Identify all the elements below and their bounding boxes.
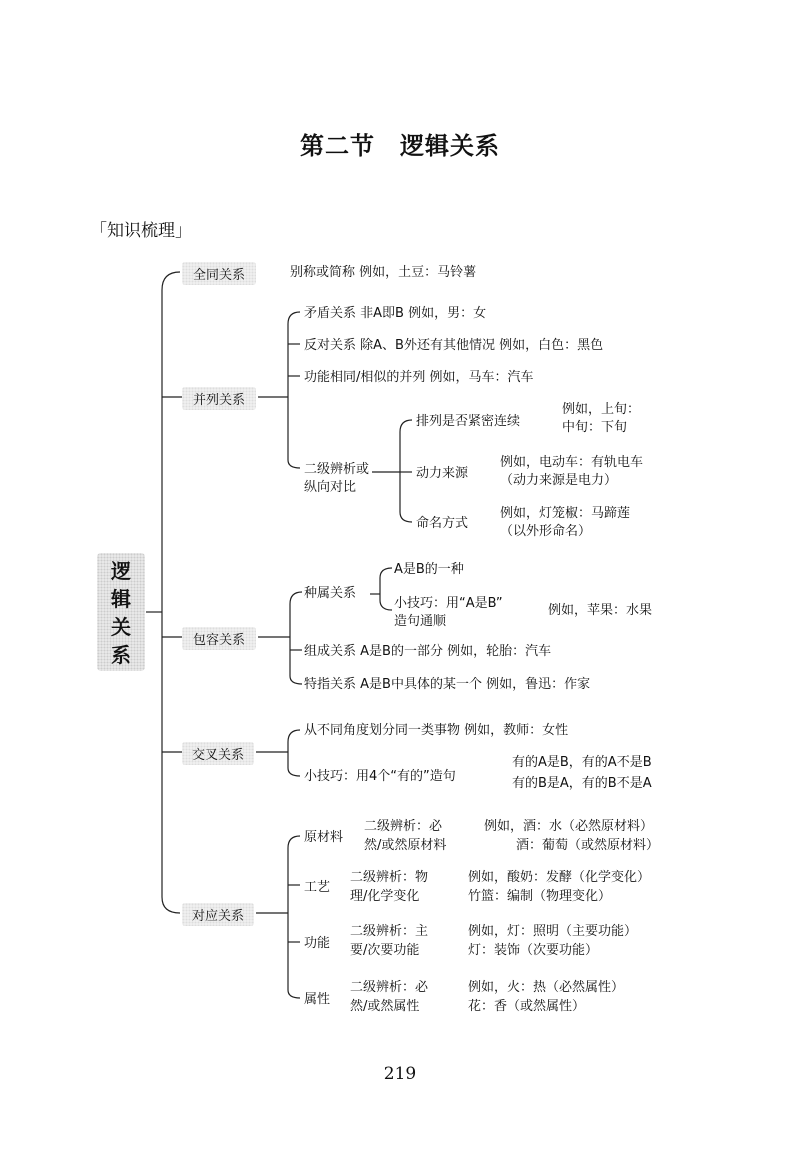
node-binglie: 并列关系: [182, 387, 256, 410]
duiying-group-1-l1: 二级辨析：必: [364, 819, 443, 834]
secondary-1-ex1: 例如，上旬：: [562, 402, 641, 417]
root-label: 逻辑关系: [111, 559, 131, 667]
duiying-group-1-l2: 然/或然原材料: [364, 838, 447, 853]
duiying-group-3-e1: 例如，灯：照明（主要功能）: [468, 924, 638, 939]
jiaocha-item-1: 从不同角度划分同一类事物 例如，教师：女性: [304, 723, 569, 738]
duiying-group-1-e1: 例如，酒：水（必然原材料）: [484, 819, 654, 834]
secondary-3-name: 命名方式: [416, 516, 469, 531]
zhongshu-example: 例如，苹果：水果: [548, 603, 653, 618]
duiying-group-4-e2: 花：香（或然属性）: [468, 999, 586, 1014]
jiaocha-item-2: 小技巧：用4个“有的”造句: [304, 769, 456, 784]
duiying-group-2-l2: 理/化学变化: [350, 889, 420, 904]
tezhi-item: 特指关系 A是B中具体的某一个 例如，鲁迅：作家: [304, 677, 591, 692]
duiying-group-2-name: 工艺: [304, 880, 331, 895]
secondary-3-ex1: 例如，灯笼椒：马蹄莲: [500, 506, 631, 521]
duiying-group-4-l2: 然/或然属性: [350, 999, 420, 1014]
secondary-2-name: 动力来源: [416, 466, 469, 481]
jiaocha-example-2: 有的B是A，有的B不是A: [512, 776, 652, 791]
zhongshu-tip-2: 造句通顺: [394, 614, 447, 629]
duiying-group-4-e1: 例如，火：热（必然属性）: [468, 980, 625, 995]
binglie-secondary-label-1: 二级辨析或: [304, 462, 370, 477]
zhongshu-label: 种属关系: [304, 586, 357, 601]
root-node: [97, 553, 145, 671]
duiying-group-4-l1: 二级辨析：必: [350, 980, 429, 995]
duiying-group-2-e2: 竹篮：编制（物理变化）: [468, 889, 612, 904]
tongyi-desc: 别称或简称 例如，土豆：马铃薯: [290, 265, 477, 280]
node-duiying: 对应关系: [182, 903, 254, 926]
zucheng-item: 组成关系 A是B的一部分 例如，轮胎：汽车: [304, 644, 552, 659]
node-baorong: 包容关系: [182, 627, 256, 650]
duiying-group-3-name: 功能: [304, 936, 331, 951]
secondary-1-ex2: 中旬：下旬: [562, 420, 628, 435]
binglie-item-3: 功能相同/相似的并列 例如，马车：汽车: [304, 370, 534, 385]
zhongshu-tip-1: 小技巧：用“A是B”: [394, 596, 503, 611]
node-tongyi: 全同关系: [182, 262, 256, 285]
secondary-2-ex2: （动力来源是电力）: [500, 473, 618, 488]
page-title: 第二节 逻辑关系: [300, 132, 500, 160]
duiying-group-1-name: 原材料: [304, 830, 344, 845]
duiying-group-2-l1: 二级辨析：物: [350, 870, 429, 885]
secondary-1-name: 排列是否紧密连续: [416, 414, 521, 429]
duiying-group-3-e2: 灯：装饰（次要功能）: [468, 943, 599, 958]
node-jiaocha: 交叉关系: [182, 742, 254, 765]
duiying-group-1-e2: 酒：葡萄（或然原材料）: [516, 838, 660, 853]
section-label: 「知识梳理」: [90, 221, 192, 241]
duiying-group-4-name: 属性: [304, 992, 331, 1007]
binglie-item-1: 矛盾关系 非A即B 例如，男：女: [304, 306, 487, 321]
duiying-group-2-e1: 例如，酸奶：发酵（化学变化）: [468, 870, 651, 885]
zhongshu-a: A是B的一种: [394, 562, 464, 577]
duiying-group-3-l2: 要/次要功能: [350, 943, 420, 958]
secondary-3-ex2: （以外形命名）: [500, 524, 592, 539]
duiying-group-3-l1: 二级辨析：主: [350, 924, 429, 939]
binglie-secondary-label-2: 纵向对比: [304, 480, 357, 495]
secondary-2-ex1: 例如，电动车：有轨电车: [500, 455, 644, 470]
page-number: 219: [383, 1064, 417, 1084]
binglie-item-2: 反对关系 除A、B外还有其他情况 例如，白色：黑色: [304, 338, 604, 353]
jiaocha-example-1: 有的A是B，有的A不是B: [512, 755, 652, 770]
